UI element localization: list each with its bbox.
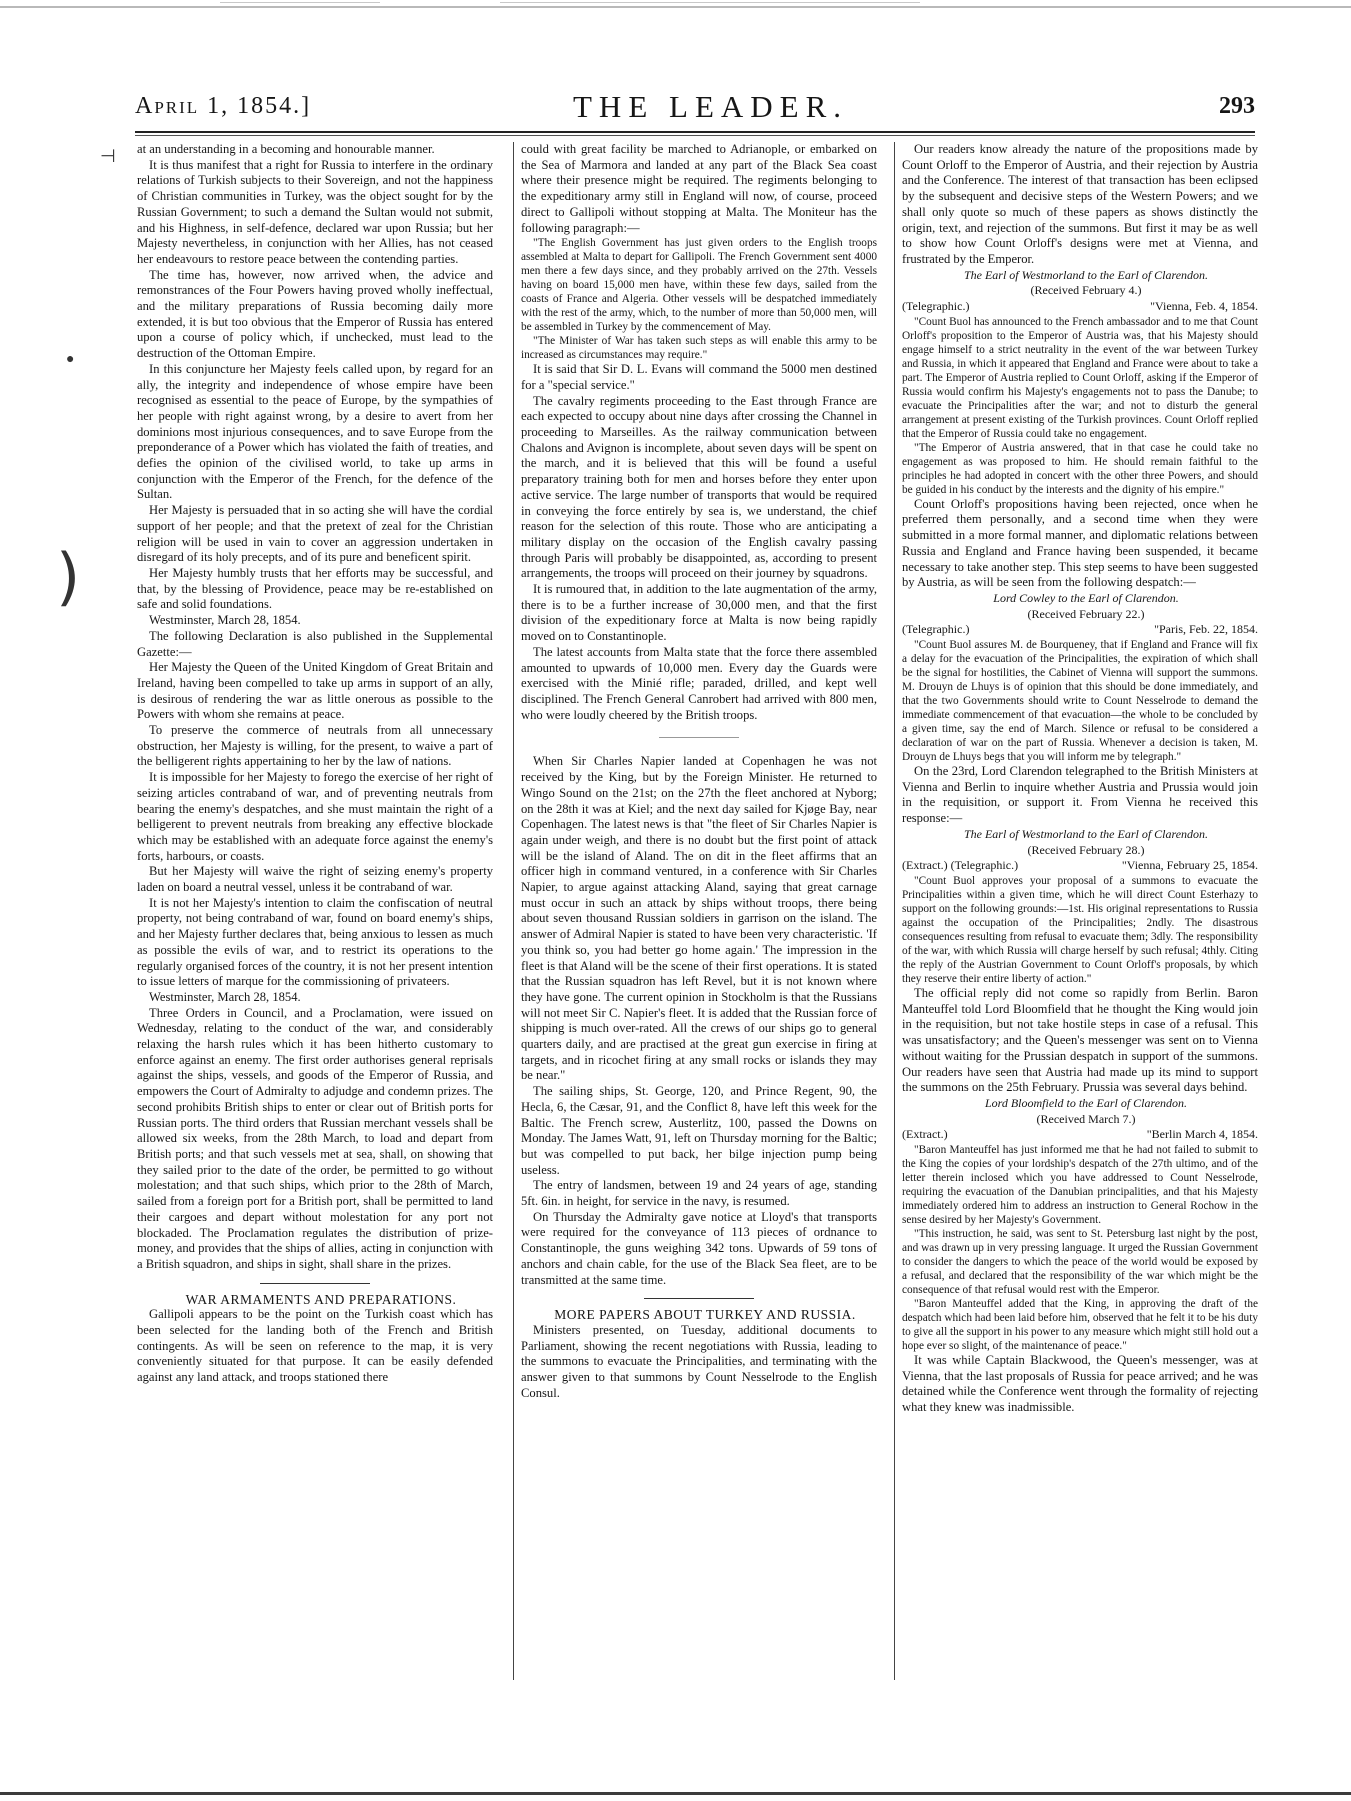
despatch-text: "Count Buol has announced to the French ambassador and to me that Count Orloff's proposition to the Emperor of Austria was, that his Majesty should engage himself to a strict neutrality in the event of the war between Turkey and Russia, in which it appeared that England and France were about to take a part. The Emperor of Austria replied to Count Orloff, asking if the Emperor of Russia would confirm his Majesty's engagements not to pass the Danube; to evacuate the Principalities after the war; and not to disturb the general arrangement at present existing of the Turkish provinces. Count Orloff replied that the Emperor of Russia could take no engagement. (902, 315, 1258, 440)
paragraph: It is thus manifest that a right for Russia to interfere in the ordinary relations of Turkish subjects to their Sovereign, and not the happiness of Christian communities in Turkey, was the object sought for by the Russian Government; to such a demand the Sultan would not submit, and his Highness, in self-defence, declared war upon Russia; but her Majesty nevertheless, in conjunction with her Allies, has not ceased her endeavours to restore peace between the contending parties. (137, 157, 493, 266)
despatch-dateline (902, 622, 1258, 638)
bottom-edge-rule (0, 1792, 1351, 1795)
despatch-dateline (902, 299, 1258, 315)
despatch-type: (Telegraphic.) (902, 622, 970, 637)
despatch-type: (Extract.) (Telegraphic.) (902, 858, 1019, 873)
quotation: "The Minister of War has taken such steps as will enable this army to be increased as circumstances may require." (521, 335, 877, 362)
despatch-text: "Baron Manteuffel added that the King, in approving the draft of the despatch which had been laid before him, observed that he felt it to be his duty to give all the support in his power to any measure which might still hold out a hope ever so slight, of the maintenance of peace." (902, 1298, 1258, 1353)
paragraph: Our readers know already the nature of the propositions made by Count Orloff to the Emperor of Austria, and their rejection by Austria and the Conference. The interest of that transaction has been eclipsed by the subsequent and decisive steps of the Western Powers; and we shall only quote so much of these papers as shows distinctly the origin, text, and rejection of the summons. But first it may be as well to show how Count Orloff's designs were met at Vienna, and frustrated by the Emperor. (902, 142, 1258, 266)
top-edge-rule (0, 6, 1351, 8)
despatch-type: (Telegraphic.) (902, 299, 970, 314)
column-divider (513, 142, 514, 1680)
top-edge-mark (500, 2, 920, 3)
paragraph: To preserve the commerce of neutrals from all unnecessary obstruction, her Majesty is willing, for the present, to waive a part of the belligerent rights appertaining to her by the law of nations. (137, 723, 493, 769)
header-rule (135, 131, 1255, 133)
column-divider (894, 142, 895, 1680)
despatch-heading: The Earl of Westmorland to the Earl of Clarendon. (963, 267, 1209, 282)
despatch-place-date: "Paris, Feb. 22, 1854. (1154, 622, 1258, 637)
despatch-place-date: "Vienna, Feb. 4, 1854. (1150, 299, 1258, 314)
margin-mark: ⊣ (100, 146, 116, 166)
paragraph: The following Declaration is also published in the Supplemental Gazette:— (137, 628, 493, 659)
paragraph: It is impossible for her Majesty to forego the exercise of her right of seizing articles contraband of war, and of preventing neutrals from bearing the enemy's despatches, and she must maintain the right of a belligerent to prevent neutrals from breaking any effective blockade which may be established with an adequate force against the enemy's forts, harbours, or coasts. (137, 770, 493, 863)
received-date: (Received February 22.) (1027, 606, 1145, 621)
page-number: 293 (1219, 93, 1255, 119)
despatch-dateline (902, 858, 1258, 874)
section-heading: WAR ARMAMENTS AND PREPARATIONS. (185, 1291, 457, 1307)
received-date: (Received February 28.) (1027, 842, 1145, 857)
paragraph: could with great facility be marched to Adrianople, or embarked on the Sea of Marmora and landed at any part of the Black Sea coast where their presence might be required. The regiments belonging to the expeditionary army still in England will now, of course, proceed direct to Gallipoli without stopping at Malta. The Moniteur has the following paragraph:— (521, 142, 877, 235)
dateline: Westminster, March 28, 1854. (149, 613, 301, 628)
paragraph: On Thursday the Admiralty gave notice at Lloyd's that transports were required for the conveyance of 113 pieces of ordnance to Constantinople, the guns weighing 342 tons. Upwards of 59 tons of anchors and chain cable, for the use of the Black Sea fleet, are to be transmitted at the same time. (521, 1209, 877, 1287)
paragraph: It is said that Sir D. L. Evans will command the 5000 men destined for a "special service." (521, 362, 877, 392)
despatch-heading: The Earl of Westmorland to the Earl of Clarendon. (963, 826, 1209, 841)
paragraph: Her Majesty is persuaded that in so acting she will have the cordial support of her people; and that the pretext of zeal for the Christian religion will be used in vain to cover an aggression undertaken in disregard of its holy precepts, and of its pure and beneficent spirit. (137, 503, 493, 565)
despatch-text: "This instruction, he said, was sent to St. Petersburg last night by the post, and was drawn up in very pressing language. It urged the Russian Government to consider the dangers to which the peace of the world would be exposed by a refusal, and declared that the responsibility of the war which might be the consequence of that refusal would rest with the Emperor. (902, 1228, 1258, 1297)
paragraph: at an understanding in a becoming and honourable manner. (137, 142, 435, 156)
paragraph: The latest accounts from Malta state that the force there assembled amounted to upwards of 10,000 men. Every day the Guards were exercised with the Minié rifle; paraded, drilled, and kept well disciplined. The French General Canrobert had arrived with 800 men, who were loudly cheered by the British troops. (521, 644, 877, 722)
despatch-heading: Lord Bloomfield to the Earl of Clarendon. (984, 1095, 1188, 1110)
paragraph: In this conjuncture her Majesty feels called upon, by regard for an ally, the integrity and independence of whose empire have been recognised as essential to the peace of Europe, by the sympathies of her people with right against wrong, by a desire to avert from her dominions most injurious consequences, and to save Europe from the preponderance of a Power which has violated the faith of treaties, and defies the opinion of the civilised world, to take up arms in conjunction with the Emperor of the French, for the defence of the Sultan. (137, 361, 493, 502)
despatch-text: "Count Buol assures M. de Bourqueney, that if England and France will fix a delay for the evacuation of the Principalities, the expiration of which shall be the signal for hostilities, the Cabinet of Vienna will support the summons. M. Drouyn de Lhuys is of opinion that this should be done immediately, and that the two Governments should write to Count Nesselrode to demand the immediate commencement of that evacuation—the whole to be concluded by a given time, say the end of March. Silence or refusal to be considered a declaration of war on the part of Russia. Whenever a decision is taken, M. Drouyn de Lhuys begs that you will inform me by telegraph." (902, 639, 1258, 764)
section-rule (260, 1283, 370, 1284)
column-right (902, 142, 1258, 1416)
header-date: April 1, 1854.] (135, 93, 312, 119)
paragraph: When Sir Charles Napier landed at Copenhagen he was not received by the King, but by the Foreign Minister. He returned to Wingo Sound on the 21st; on the 27th the fleet anchored at Nyborg; on the 28th it was at Kiel; and the next day sailed for Kjøge Bay, near Copenhagen. The latest news is that "the fleet of Sir Charles Napier is again under weigh, and there is no doubt but the first point of attack will be the island of Aland. The on dit in the fleet affirms that an officer high in command ventured, in a conference with Sir Charles Napier, to argue against attacking Aland, saying that great carnage must occur in such an attack by ships without troops, there being about seven thousand Russian soldiers in garrison on the island. The answer of Admiral Napier is stated to have been very characteristic. 'If you think so, you had better go home again.' The impression in the fleet is that Aland will be the scene of their first operations. It is stated that the Russian squadron has left Revel, but it is not known where they have gone. The current opinion in Stockholm is that the Russians will not meet Sir C. Napier's fleet. It is added that the Russian force of shipping is much over-rated. All the crews of our ships go to general quarters daily, and are practised at the great gun exercise in firing at targets, and in ricochet firing at any small rocks or islands they may be near." (521, 754, 877, 1083)
despatch-text: "Count Buol approves your proposal of a summons to evacuate the Principalities within a given time, which he will direct Count Esterhazy to support on the following grounds:—1st. His original representations to Russia against the occupation of the Principalities; 2ndly. The disastrous consequences resulting from refusal to evacuate them; 3dly. The responsibility of the war, with which Russia will charge herself by such refusal; 4thly. Citing the reply of the Austrian Government to Count Orloff's proposals, by which they reserve their entire liberty of action." (902, 874, 1258, 985)
paragraph: Her Majesty humbly trusts that her efforts may be successful, and that, by the blessing of Providence, peace may be re-established on safe and solid foundations. (137, 565, 493, 612)
paragraph: Gallipoli appears to be the point on the Turkish coast which has been selected for the landing both of the French and British contingents. As will be seen on reference to the map, it is very conveniently situated for that purpose. It can be easily defended against any land attack, and troops stationed there (137, 1307, 493, 1385)
masthead-title: THE LEADER. (573, 89, 849, 124)
paragraph: The time has, however, now arrived when, the advice and remonstrances of the Four Powers having proved wholly ineffectual, and the military preparations of Russia becoming daily more extended, it is but too obvious that the Emperor of Russia has entered upon a course of policy which, if unchecked, must lead to the destruction of the Ottoman Empire. (137, 267, 493, 361)
despatch-dateline (902, 1127, 1258, 1143)
paragraph: It was while Captain Blackwood, the Queen's messenger, was at Vienna, that the last proposals of Russia for peace arrived; and he was detained while the Conference went through the formality of rejecting what they knew was inadmissible. (902, 1353, 1258, 1415)
column-middle (521, 142, 877, 1402)
despatch-text: "The Emperor of Austria answered, that in that case he could take no engagement as was proposed to him. He should remain faithful to the principles he had adopted in concert with the other three Powers, and should be guided in his conduct by the interests and the dignity of his empire." (902, 441, 1258, 496)
section-divider (659, 737, 739, 738)
paragraph: The official reply did not come so rapidly from Berlin. Baron Manteuffel told Lord Bloomfield that he thought the King would join in the requisition, but not take hostile steps in case of a refusal. This was unsatisfactory; and the Queen's messenger was sent on to Vienna without waiting for the Prussian despatch in support of the summons. Our readers have seen that Austria had made up its mind to support the summons on the 25th February. Prussia was several days behind. (902, 985, 1258, 1095)
paragraph: But her Majesty will waive the right of seizing enemy's property laden on board a neutral vessel, unless it be contraband of war. (137, 864, 493, 895)
despatch-heading: Lord Cowley to the Earl of Clarendon. (993, 590, 1179, 605)
paragraph: Her Majesty the Queen of the United Kingdom of Great Britain and Ireland, having been compelled to take up arms in support of an ally, is desirous of rendering the war as little onerous as possible to the Powers with whom she remains at peace. (137, 660, 493, 722)
paragraph: The cavalry regiments proceeding to the East through France are each expected to occupy about nine days after crossing the Channel in proceeding to Marseilles. As the railway communication between Chalons and Avignon is incomplete, about seven days will be spent on the march, and it is believed that this will be found a useful preparatory training both for men and horses before they enter upon active service. The large number of transports that would be required in conveying the force entirely by sea is, we understand, the chief reason for the selection of this route. Those who are anticipating a military display on the occasion of the English cavalry passing through Paris will probably be disappointed, as, according to present arrangements, the troops will proceed on their journey by squadrons. (521, 393, 877, 581)
page-header (135, 85, 1255, 125)
paragraph: It is not her Majesty's intention to claim the confiscation of neutral property, not being contraband of war, found on board enemy's ships, and her Majesty further declares that, being anxious to lessen as much as possible the evils of war, and to restrict its operations to the regularly organised forces of the country, it is not her present intention to issue letters of marque for the commissioning of privateers. (137, 895, 493, 989)
despatch-place-date: "Vienna, February 25, 1854. (1121, 858, 1258, 873)
margin-mark: ● (66, 352, 75, 367)
paragraph: The entry of landsmen, between 19 and 24 years of age, standing 5ft. 6in. in height, for service in the navy, is resumed. (521, 1178, 877, 1209)
quotation: "The English Government has just given orders to the English troops assembled at Malta to depart for Gallipoli. The French Government sent 4000 men there a few days since, and they probably arrived on the 27th. Vessels having on board 15,000 men have, within these few days, sailed from the coasts of France and Algeria. Other vessels will be despatched immediately with the rest of the army, which, to the number of more than 50,000 men, will be assembled in Turkey by the commencement of May. (521, 237, 877, 334)
paragraph: Ministers presented, on Tuesday, additional documents to Parliament, showing the recent negotiations with Russia, leading to the summons to evacuate the Principalities, and terminating with the answer given to that summons by Count Nesselrode to the English Consul. (521, 1323, 877, 1400)
despatch-place-date: "Berlin March 4, 1854. (1146, 1127, 1258, 1142)
section-heading: MORE PAPERS ABOUT TURKEY AND RUSSIA. (554, 1307, 856, 1323)
column-left (137, 142, 493, 1386)
paragraph: It is rumoured that, in addition to the late augmentation of the army, there is to be a further increase of 30,000 men, and that the first division of the expeditionary force at Malta is now being rapidly moved on to Constantinople. (521, 582, 877, 644)
header-rule-thin (135, 135, 1255, 136)
received-date: (Received March 7.) (1036, 1111, 1136, 1126)
top-edge-mark (220, 2, 380, 3)
despatch-type: (Extract.) (902, 1127, 948, 1142)
paragraph: On the 23rd, Lord Clarendon telegraphed to the British Ministers at Vienna and Berlin to inquire whether Austria and Prussia would join in the requisition, or support it. From Vienna he received this response:— (902, 764, 1258, 826)
received-date: (Received February 4.) (1030, 283, 1142, 298)
paragraph: Three Orders in Council, and a Proclamation, were issued on Wednesday, relating to the conduct of the war, and considerably relaxing the harsh rules which it has been hitherto customary to enforce against an enemy. The first order authorises general reprisals against the ships, vessels, and goods of the Emperor of Russia, and empowers the Court of Admiralty to adjudge and condemn prizes. The second prohibits British ships to enter or clear out of British ports for Russian ports. The third orders that Russian merchant vessels shall be allowed six weeks, from the 28th March, to load and depart from British ports; and that such vessels met at sea, shall, on showing that they sailed prior to the date of the order, be permitted to go without molestation; and that such ships, which prior to the 28th of March, sailed from a foreign port for a British port, shall be permitted to land their cargoes and depart without molestation for any port not blockaded. The Proclamation regulates the distribution of prize-money, and provides that the ships of allies, acting in conjunction with a British squadron, and ships in sight, shall share in the prizes. (137, 1005, 493, 1271)
dateline: Westminster, March 28, 1854. (149, 989, 301, 1004)
section-rule (644, 1298, 754, 1299)
margin-mark: ) (56, 540, 81, 613)
despatch-text: "Baron Manteuffel has just informed me that he had not failed to submit to the King the copies of your lordship's despatch of the 27th ultimo, and of the letter therein inclosed which you have addressed to Count Nesselrode, requiring the evacuation of the Danubian principalities, and that his Majesty immediately ordered him to address an instruction to General Rochow in the sense desired by her Majesty's Government. (902, 1144, 1258, 1227)
paragraph: Count Orloff's propositions having been rejected, once when he preferred them personally, and a second time when they were submitted in a more formal manner, and diplomatic relations between Russia and England and France having been suspended, it became necessary to take another step. This step seems to have been suggested by Austria, as will be seen from the following despatch:— (902, 496, 1258, 590)
paragraph: The sailing ships, St. George, 120, and Prince Regent, 90, the Hecla, 6, the Cæsar, 91, and the Conflict 8, have left this week for the Baltic. The French screw, Austerlitz, 100, passed the Downs on Monday. The James Watt, 91, left on Thursday morning for the Baltic; but was compelled to put back, her bilge injection pump being useless. (521, 1084, 877, 1177)
